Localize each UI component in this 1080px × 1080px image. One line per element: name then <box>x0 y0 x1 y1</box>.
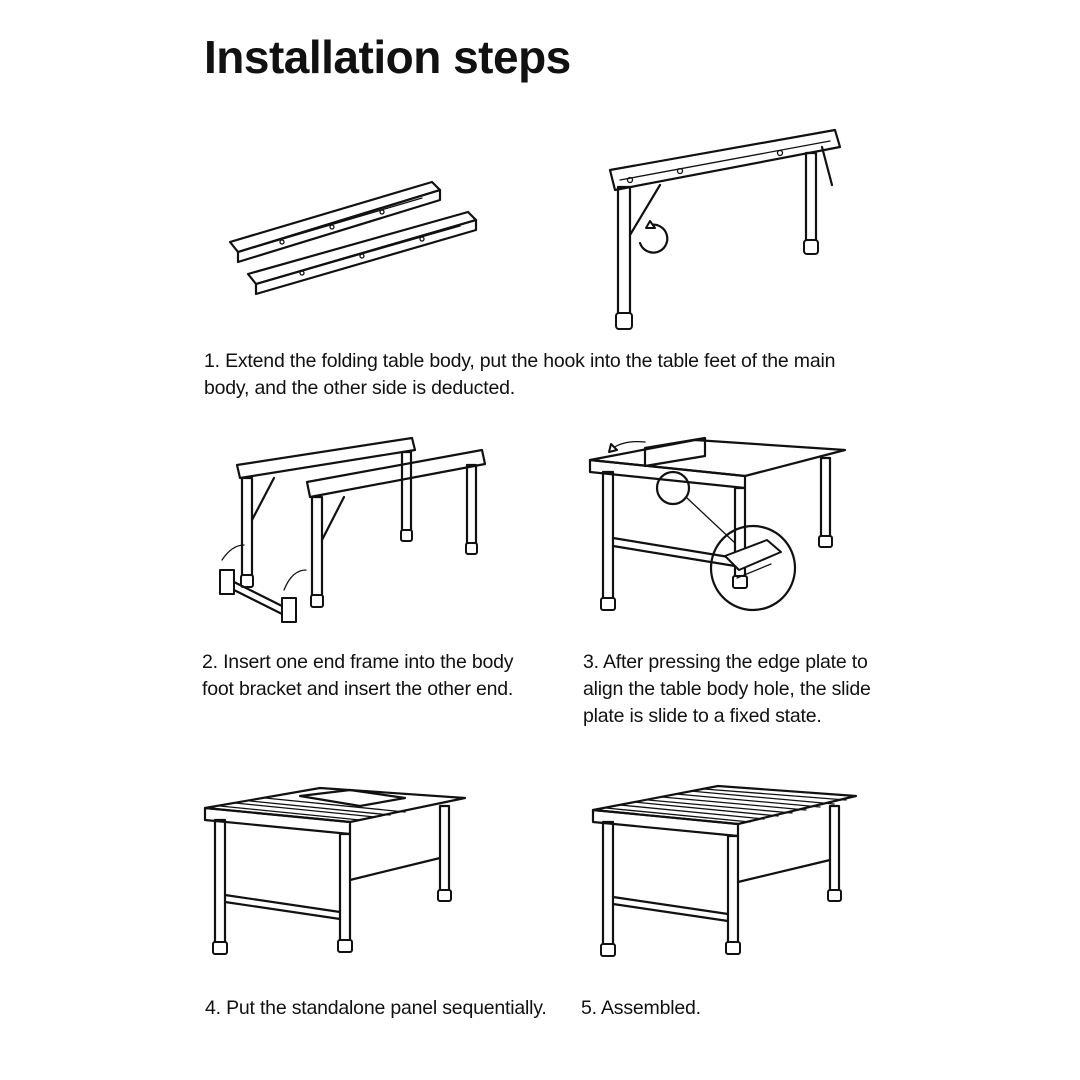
edge-plate-illustration <box>585 428 865 618</box>
folded-rails-illustration <box>222 170 482 300</box>
step-2-caption: 2. Insert one end frame into the body foot bracket and insert the other end. <box>202 651 514 700</box>
partial-panels-illustration <box>200 780 470 960</box>
back-end-frame <box>237 438 415 587</box>
step-3-caption: 3. After pressing the edge plate to align the table body hole, the slide plate is slide to a fixed state. <box>583 651 871 727</box>
front-end-frame <box>307 450 485 607</box>
step-1-caption: 1. Extend the folding table body, put the hook into the table feet of the main body, and the other side is deducted. <box>204 350 836 399</box>
step-5-caption: 5. Assembled. <box>581 997 701 1019</box>
end-frames-illustration <box>212 430 492 630</box>
extended-frame-illustration <box>600 125 860 340</box>
assembled-table-illustration <box>588 778 863 958</box>
foot-bracket <box>220 570 296 622</box>
step-4-caption: 4. Put the standalone panel sequentially. <box>205 997 547 1019</box>
page-title: Installation steps <box>204 31 571 83</box>
